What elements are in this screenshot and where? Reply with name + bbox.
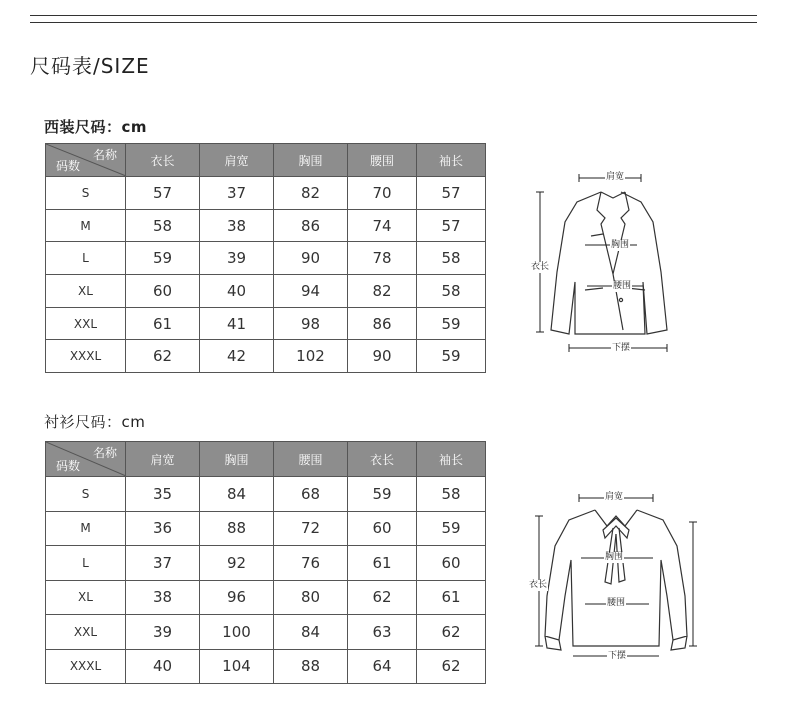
top-rule-1: [30, 15, 757, 16]
size-cell: S: [46, 177, 126, 210]
measurement-cell: 80: [274, 580, 348, 615]
measurement-cell: 61: [417, 580, 486, 615]
shirt-header-chest: 胸围: [200, 442, 274, 477]
table-row: [46, 615, 486, 650]
measurement-cell: 58: [417, 477, 486, 512]
size-cell: M: [46, 209, 126, 242]
table-row: [46, 649, 486, 684]
measurement-cell: 60: [126, 275, 200, 308]
size-cell: L: [46, 242, 126, 275]
suit-label-chest: 胸围: [611, 240, 630, 250]
shirt-corner-name: 名称: [92, 446, 117, 460]
suit-header-chest: 胸围: [274, 144, 348, 177]
measurement-cell: 88: [274, 649, 348, 684]
suit-label-waist: 腰围: [613, 281, 632, 291]
measurement-cell: 59: [417, 511, 486, 546]
measurement-cell: 42: [200, 340, 274, 373]
table-row: [46, 242, 486, 275]
suit-label-length: 衣长: [531, 262, 550, 272]
suit-jacket-diagram: [525, 162, 705, 362]
measurement-cell: 40: [200, 275, 274, 308]
measurement-cell: 86: [274, 209, 348, 242]
suit-section-title: 西装尺码：cm: [44, 118, 148, 136]
measurement-cell: 90: [274, 242, 348, 275]
measurement-cell: 39: [200, 242, 274, 275]
suit-corner-size: 码数: [56, 159, 81, 173]
shirt-label-chest: 胸围: [605, 552, 624, 562]
size-cell: XL: [46, 580, 126, 615]
suit-label-shoulder: 肩宽: [606, 172, 625, 182]
shirt-header-waist: 腰围: [274, 442, 348, 477]
table-row: [46, 275, 486, 308]
shirt-corner-size: 码数: [56, 459, 81, 473]
suit-corner-cell: [46, 144, 126, 177]
measurement-cell: 86: [348, 307, 417, 340]
table-row: [46, 546, 486, 581]
shirt-corner-cell: [46, 442, 126, 477]
measurement-cell: 58: [417, 275, 486, 308]
measurement-cell: 35: [126, 477, 200, 512]
measurement-cell: 57: [126, 177, 200, 210]
suit-header-length: 衣长: [126, 144, 200, 177]
measurement-cell: 61: [348, 546, 417, 581]
shirt-table-body: [46, 477, 486, 684]
measurement-cell: 40: [126, 649, 200, 684]
measurement-cell: 64: [348, 649, 417, 684]
measurement-cell: 94: [274, 275, 348, 308]
measurement-cell: 41: [200, 307, 274, 340]
measurement-cell: 62: [417, 615, 486, 650]
size-cell: XXL: [46, 307, 126, 340]
size-cell: XXXL: [46, 340, 126, 373]
measurement-cell: 59: [417, 307, 486, 340]
measurement-cell: 90: [348, 340, 417, 373]
measurement-cell: 104: [200, 649, 274, 684]
measurement-cell: 82: [274, 177, 348, 210]
shirt-diagram: [525, 486, 715, 666]
suit-header-row: [46, 144, 486, 177]
suit-table-body: [46, 177, 486, 373]
shirt-header-shoulder: 肩宽: [126, 442, 200, 477]
measurement-cell: 59: [126, 242, 200, 275]
measurement-cell: 61: [126, 307, 200, 340]
suit-label-hem: 下摆: [612, 343, 631, 353]
measurement-cell: 62: [126, 340, 200, 373]
measurement-cell: 38: [126, 580, 200, 615]
suit-corner-name: 名称: [92, 148, 117, 162]
table-row: [46, 177, 486, 210]
suit-header-sleeve: 袖长: [417, 144, 486, 177]
measurement-cell: 60: [417, 546, 486, 581]
measurement-cell: 76: [274, 546, 348, 581]
shirt-header-length: 衣长: [348, 442, 417, 477]
measurement-cell: 82: [348, 275, 417, 308]
shirt-header-sleeve: 袖长: [417, 442, 486, 477]
shirt-label-shoulder: 肩宽: [605, 492, 624, 502]
measurement-cell: 70: [348, 177, 417, 210]
measurement-cell: 57: [417, 209, 486, 242]
measurement-cell: 62: [348, 580, 417, 615]
measurement-cell: 36: [126, 511, 200, 546]
table-row: [46, 477, 486, 512]
table-row: [46, 340, 486, 373]
shirt-label-hem: 下摆: [608, 651, 627, 661]
measurement-cell: 60: [348, 511, 417, 546]
measurement-cell: 58: [417, 242, 486, 275]
measurement-cell: 58: [126, 209, 200, 242]
shirt-section-title: 衬衫尺码：cm: [44, 413, 146, 431]
measurement-cell: 84: [200, 477, 274, 512]
table-row: [46, 209, 486, 242]
shirt-label-waist: 腰围: [607, 598, 626, 608]
measurement-cell: 98: [274, 307, 348, 340]
measurement-cell: 37: [200, 177, 274, 210]
measurement-cell: 37: [126, 546, 200, 581]
suit-header-shoulder: 肩宽: [200, 144, 274, 177]
measurement-cell: 62: [417, 649, 486, 684]
measurement-cell: 74: [348, 209, 417, 242]
table-row: [46, 580, 486, 615]
measurement-cell: 39: [126, 615, 200, 650]
measurement-cell: 100: [200, 615, 274, 650]
top-rule-2: [30, 22, 757, 23]
suit-header-waist: 腰围: [348, 144, 417, 177]
size-cell: L: [46, 546, 126, 581]
page-title: 尺码表/SIZE: [30, 54, 150, 78]
measurement-cell: 102: [274, 340, 348, 373]
size-cell: M: [46, 511, 126, 546]
measurement-cell: 38: [200, 209, 274, 242]
measurement-cell: 57: [417, 177, 486, 210]
measurement-cell: 59: [348, 477, 417, 512]
measurement-cell: 88: [200, 511, 274, 546]
shirt-size-table: [45, 441, 486, 684]
measurement-cell: 68: [274, 477, 348, 512]
measurement-cell: 84: [274, 615, 348, 650]
measurement-cell: 63: [348, 615, 417, 650]
size-cell: XL: [46, 275, 126, 308]
measurement-cell: 96: [200, 580, 274, 615]
shirt-label-length: 衣长: [529, 580, 548, 590]
measurement-cell: 72: [274, 511, 348, 546]
suit-size-table: [45, 143, 486, 373]
measurement-cell: 59: [417, 340, 486, 373]
size-cell: XXXL: [46, 649, 126, 684]
shirt-header-row: [46, 442, 486, 477]
table-row: [46, 511, 486, 546]
measurement-cell: 92: [200, 546, 274, 581]
measurement-cell: 78: [348, 242, 417, 275]
size-cell: XXL: [46, 615, 126, 650]
table-row: [46, 307, 486, 340]
size-cell: S: [46, 477, 126, 512]
